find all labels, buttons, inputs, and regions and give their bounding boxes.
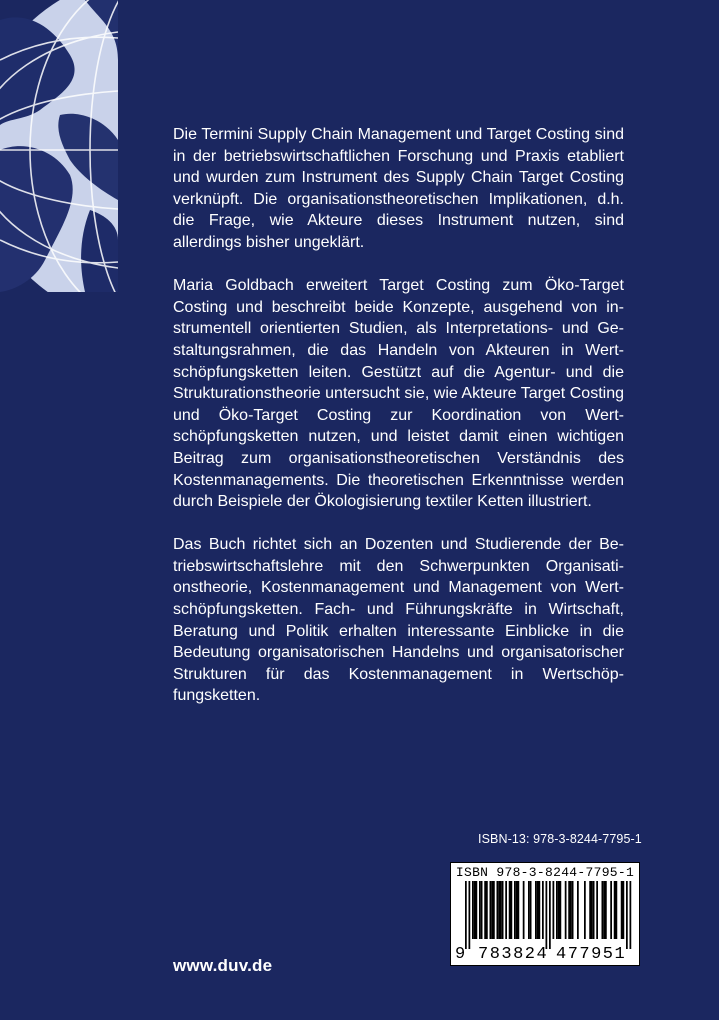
- barcode-bar: [596, 881, 598, 939]
- barcode-digit-first: 9: [455, 945, 466, 964]
- barcode-bar: [530, 881, 532, 939]
- barcode-bar: [593, 881, 595, 939]
- barcode-bar: [490, 881, 492, 939]
- barcode-bar: [474, 881, 476, 939]
- barcode-bar: [630, 881, 632, 949]
- barcode-bar: [560, 881, 562, 939]
- barcode-bar: [497, 881, 499, 939]
- barcode-bar: [591, 881, 593, 939]
- barcode-bar: [498, 881, 500, 939]
- barcode-bar: [502, 881, 504, 939]
- barcode-bar: [486, 881, 488, 939]
- barcode-bar: [491, 881, 493, 939]
- barcode-bar: [479, 881, 481, 939]
- barcode-bar: [614, 881, 616, 939]
- barcode-bar: [610, 881, 612, 939]
- barcode-bar: [481, 881, 483, 939]
- barcode-digits-left: 783824: [478, 945, 549, 964]
- barcode-bar: [553, 881, 555, 939]
- barcode-bar: [570, 881, 572, 939]
- barcode-bar: [602, 881, 604, 939]
- barcode-bar: [493, 881, 495, 939]
- barcode-bar: [523, 881, 525, 939]
- barcode-bar: [539, 881, 541, 939]
- barcode-bar: [511, 881, 513, 939]
- barcode-bar: [528, 881, 530, 939]
- barcode-bar: [556, 881, 558, 939]
- barcode-bar: [577, 881, 579, 939]
- barcode-bar: [465, 881, 467, 949]
- blurb-paragraph-2: Maria Goldbach erweitert Target Costing zum Öko-Target Costing und beschreibt beide Konzepte, ausgehend von instrumentell orientierten Studien, als Interpretations- und Gestaltungsrahmen, die das Handeln von Akteuren in Wertschöpfungsketten leiten. Gestützt auf die Agentur- und die Strukturationstheorie untersucht sie, wie Akteure Target Costing und Öko-Target Costing zur Koordination von Wertschöpfungsketten nutzen, und leistet damit einen wichtigen Beitrag zum organisationstheoretischen Verständnis des Kostenmanagements. Die theoretischen Erkenntnisse werden durch Beispiele der Ökologisierung textiler Ketten illustriert.: [173, 277, 624, 511]
- barcode-bar: [572, 881, 574, 939]
- barcode-bar: [518, 881, 520, 939]
- barcode-bar: [484, 881, 486, 939]
- barcode-bar: [542, 881, 544, 939]
- barcode-bar: [472, 881, 474, 939]
- globe-image: [0, 0, 118, 292]
- barcode-bar: [516, 881, 518, 939]
- isbn-barcode: [450, 862, 640, 966]
- barcode-digits-right: 477951: [556, 945, 627, 964]
- barcode-bar: [509, 881, 511, 939]
- barcode-bar: [584, 881, 586, 939]
- barcode-bar: [558, 881, 560, 939]
- barcode-bar: [505, 881, 507, 939]
- barcode-bar: [621, 881, 623, 939]
- barcode-bar: [565, 881, 567, 939]
- barcode-bar: [603, 881, 605, 939]
- barcode-bars: [451, 879, 639, 949]
- barcode-bar: [589, 881, 591, 939]
- barcode-bar: [568, 881, 570, 939]
- barcode-bar: [535, 881, 537, 939]
- blurb-paragraph-1: Die Termini Supply Chain Management und Target Costing sind in der betriebswirtschaftlichen Forschung und Praxis etabliert und wurden zum Instrument des Supply Chain Target Costing verknüpft. Die organisationstheoretischen Implikationen, d.h. die Frage, wie Akteure dieses Instrument nutzen, sind allerdings bisher ungeklärt.: [173, 126, 624, 251]
- back-cover-blurb: [173, 124, 624, 729]
- barcode-bar: [500, 881, 502, 939]
- isbn13-label: ISBN-13: 978-3-8244-7795-1: [478, 832, 642, 846]
- barcode-bar: [616, 881, 618, 939]
- barcode-bar: [469, 881, 471, 949]
- barcode-bar: [605, 881, 607, 939]
- barcode-isbn-text: ISBN 978-3-8244-7795-1: [455, 865, 635, 880]
- barcode-bar: [514, 881, 516, 939]
- blurb-paragraph-3: Das Buch richtet sich an Dozenten und Studierende der Betriebswirtschaftslehre mit den Schwerpunkten Organisationstheorie, Kostenmanagement und Management von Wertschöpfungsketten. Fach- und Führungskräfte in Wirtschaft, Beratung und Politik erhalten interessante Einblicke in die Bedeutung organisatorischen Handelns und organisatorischer Strukturen für das Kostenmanagement in Wertschöpfungsketten.: [173, 536, 624, 705]
- barcode-bar: [549, 881, 551, 949]
- barcode-bar: [476, 881, 478, 939]
- barcode-bar: [623, 881, 625, 939]
- barcode-bar: [626, 881, 628, 949]
- publisher-url: www.duv.de: [173, 956, 273, 975]
- barcode-bar: [537, 881, 539, 939]
- barcode-bar: [546, 881, 548, 949]
